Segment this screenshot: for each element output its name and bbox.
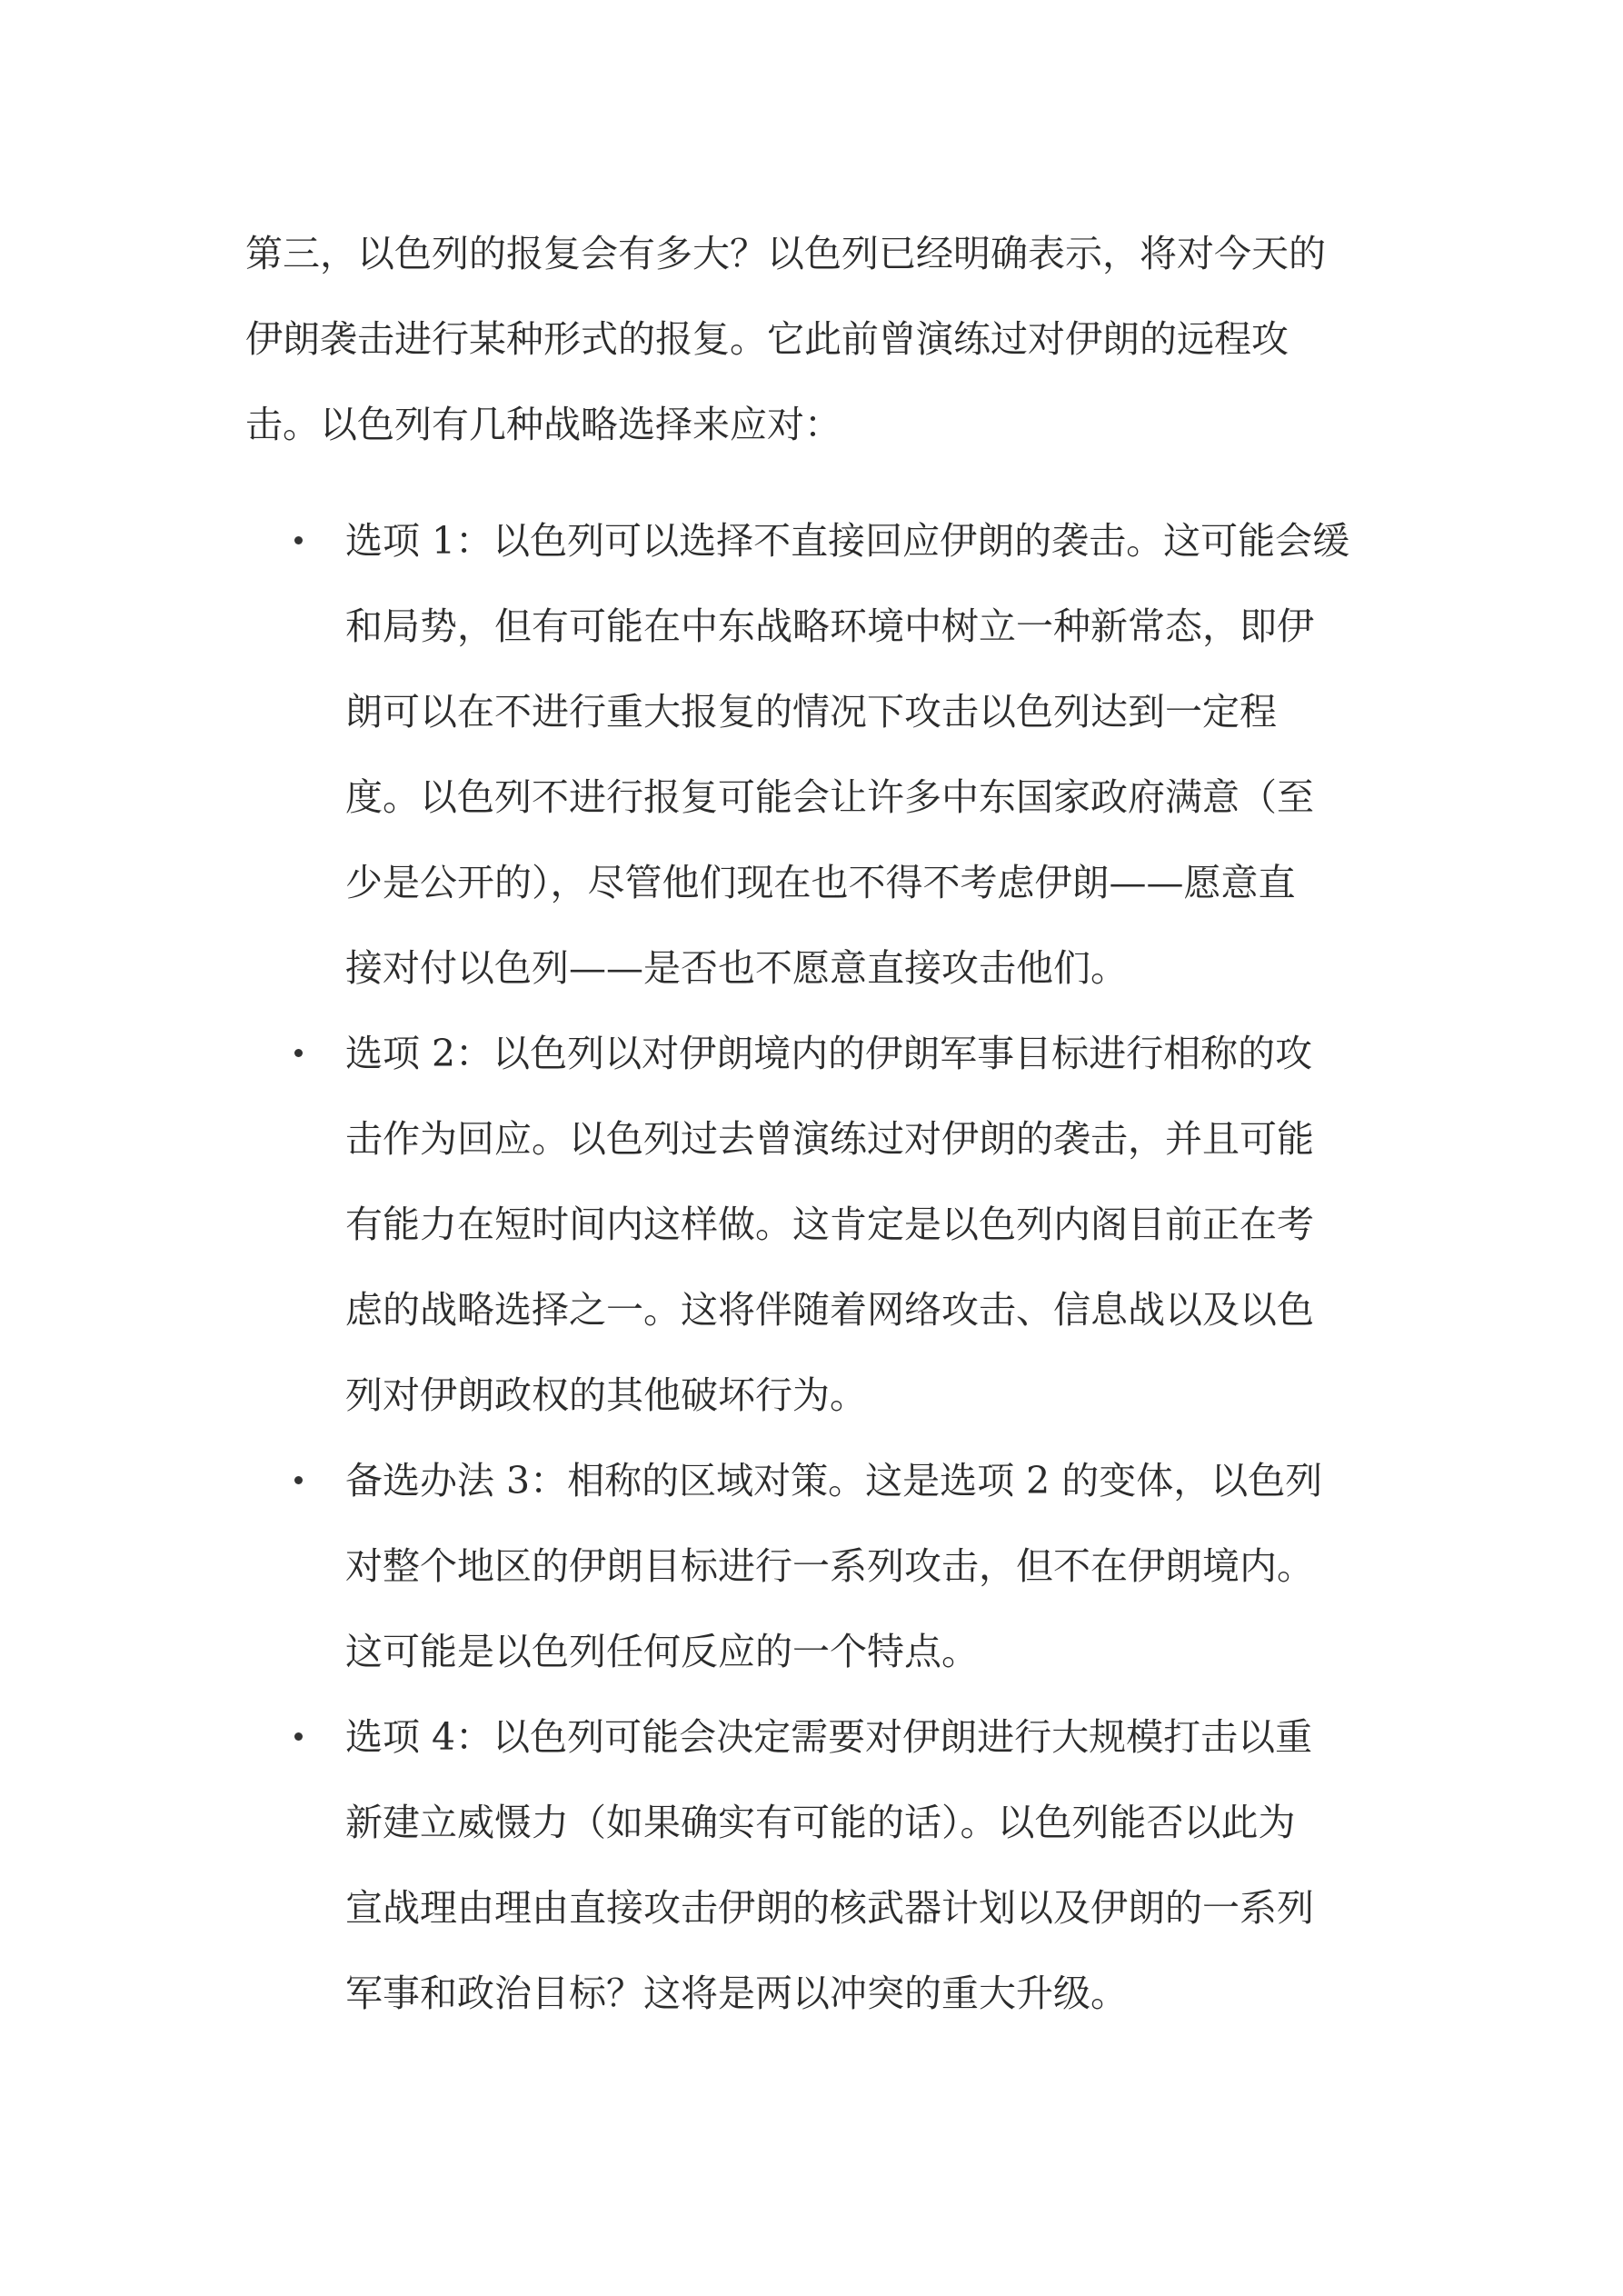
option-2-item <box>245 1011 1390 1438</box>
bullet-icon <box>294 1476 303 1484</box>
option-line: 军事和政治目标？这将是两以冲突的重大升级。 <box>345 1972 1128 2015</box>
option-line: 接对付以色列——是否也不愿意直接攻击他们。 <box>345 946 1128 990</box>
options-list <box>245 498 1390 2036</box>
option-line: 选项 1：以色列可以选择不直接回应伊朗的袭击。这可能会缓 <box>345 519 1350 563</box>
option-line: 这可能是以色列任何反应的一个特点。 <box>345 1630 979 1673</box>
intro-line: 第三，以色列的报复会有多大？以色列已经明确表示，将对今天的 <box>245 232 1326 275</box>
intro-paragraph <box>245 211 1372 467</box>
option-1-item <box>245 498 1390 1011</box>
option-line: 宣战理由理由直接攻击伊朗的核武器计划以及伊朗的一系列 <box>345 1886 1314 1930</box>
option-line: 选项 4：以色列可能会决定需要对伊朗进行大规模打击以重 <box>345 1715 1313 1759</box>
option-3-item <box>245 1438 1390 1694</box>
option-line: 列对伊朗政权的其他破坏行为。 <box>345 1373 867 1417</box>
option-line: 对整个地区的伊朗目标进行一系列攻击，但不在伊朗境内。 <box>345 1544 1314 1588</box>
bullet-icon <box>294 1049 303 1057</box>
option-line: 新建立威慑力（如果确实有可能的话）。以色列能否以此为 <box>345 1801 1296 1844</box>
bullet-icon <box>294 536 303 544</box>
bullet-icon <box>294 1732 303 1741</box>
option-line: 备选办法 3：相称的区域对策。这是选项 2 的变体，以色列 <box>345 1459 1323 1502</box>
option-line: 朗可以在不进行重大报复的情况下攻击以色列达到一定程 <box>345 690 1277 734</box>
intro-line: 击。以色列有几种战略选择来应对： <box>245 403 841 446</box>
option-line: 和局势，但有可能在中东战略环境中树立一种新常态，即伊 <box>345 604 1314 648</box>
option-line: 度。以色列不进行报复可能会让许多中东国家政府满意（至 <box>345 775 1314 819</box>
option-line: 虑的战略选择之一。这将伴随着网络攻击、信息战以及以色 <box>345 1288 1314 1332</box>
option-line: 击作为回应。以色列过去曾演练过对伊朗的袭击，并且可能 <box>345 1117 1314 1161</box>
intro-line: 伊朗袭击进行某种形式的报复。它此前曾演练过对伊朗的远程攻 <box>245 317 1289 361</box>
option-line: 有能力在短时间内这样做。这肯定是以色列内阁目前正在考 <box>345 1203 1314 1246</box>
option-line: 少是公开的），尽管他们现在也不得不考虑伊朗——愿意直 <box>345 861 1296 904</box>
option-line: 选项 2：以色列以对伊朗境内的伊朗军事目标进行相称的攻 <box>345 1032 1313 1075</box>
option-4-item <box>245 1694 1390 2036</box>
